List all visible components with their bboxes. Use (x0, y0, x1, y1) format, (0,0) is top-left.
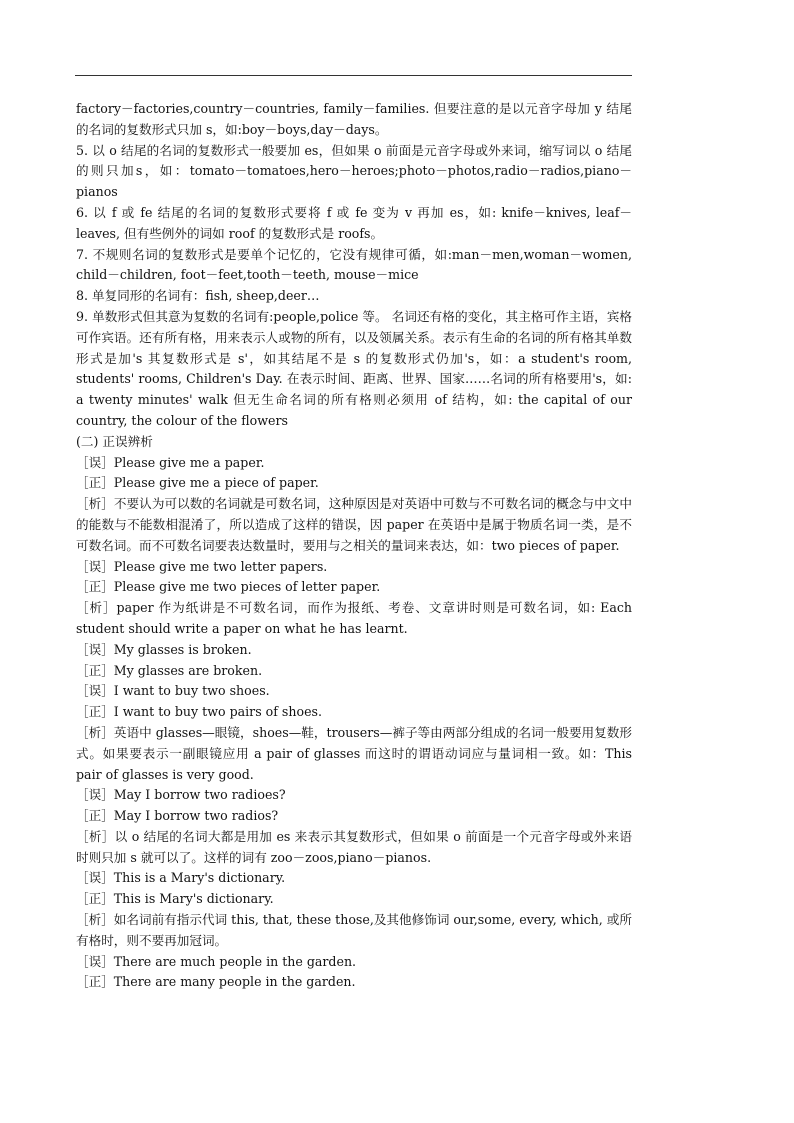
correct-example: ［正］This is Mary's dictionary. (76, 891, 274, 907)
paragraph-rule-8: 8. 单复同形的名词有：fish, sheep,deer… (76, 288, 320, 304)
wrong-example: ［误］Please give me a paper. (76, 454, 265, 470)
paragraph-rule-7: 7. 不规则名词的复数形式是要单个记忆的，它没有规律可循，如:man－men,woman－women, child－children, foot－feet,tooth－teeth, mouse－mice (76, 246, 632, 283)
section-heading: (二) 正误辨析 (76, 433, 153, 449)
paragraph-rule-9: 9. 单数形式但其意为复数的名词有:people,police 等。 名词还有格的变化，其主格可作主语，宾格可作宾语。还有所有格，用来表示人或物的所有，以及领属关系。表示有生命的名词的所有格其单数形式是加's 其复数形式是 s'，如其结尾不是 s 的复数形式仍加's，如：a student's room, students' rooms, Children's Day. 在表示时间、距离、世界、国家……名词的所有格要用's，如: a twenty minutes' walk 但无生命名词的所有格则必须用 of 结构，如: the capital of our country, the colour of the flowers (76, 308, 632, 428)
paragraph-plural-y: factory－factories,country－countries, family－families. 但要注意的是以元音字母加 y 结尾的名词的复数形式只加 s，如:boy－boys,day－days。 (76, 101, 632, 137)
wrong-example: ［误］Please give me two letter papers. (76, 558, 328, 574)
correct-example: ［正］There are many people in the garden. (76, 974, 356, 990)
analysis-paragraph: ［析］英语中 glasses—眼镜，shoes—鞋，trousers—裤子等由两部分组成的名词一般要用复数形式。如果要表示一副眼镜应用 a pair of glasses 而这时的谓语动词应与量词相一致。如：This pair of glasses is very good. (76, 724, 632, 782)
wrong-example: ［误］May I borrow two radioes? (76, 787, 286, 803)
analysis-paragraph: ［析］如名词前有指示代词 this, that, these those,及其他修饰词 our,some, every, which, 或所有格时，则不要再加冠词。 (76, 912, 632, 948)
wrong-example: ［误］This is a Mary's dictionary. (76, 870, 286, 886)
correct-example: ［正］May I borrow two radios? (76, 808, 279, 824)
paragraph-rule-6: 6. 以 f 或 fe 结尾的名词的复数形式要将 f 或 fe 变为 v 再加 es，如: knife－knives, leaf－leaves, 但有些例外的词如 roof 的复数形式是 roofs。 (76, 204, 632, 241)
paragraph-rule-5: 5. 以 o 结尾的名词的复数形式一般要加 es，但如果 o 前面是元音字母或外来词，缩写词以 o 结尾的则只加s，如：tomato－tomatoes,hero－heroes;photo－photos,radio－radios,piano－pianos (76, 142, 632, 200)
analysis-paragraph: ［析］paper 作为纸讲是不可数名词，而作为报纸、考卷、文章讲时则是可数名词，如: Each student should write a paper on what he has learnt. (76, 600, 632, 636)
wrong-example: ［误］My glasses is broken. (76, 641, 252, 657)
correct-example: ［正］I want to buy two pairs of shoes. (76, 704, 322, 720)
wrong-example: ［误］I want to buy two shoes. (76, 683, 270, 699)
correct-example: ［正］My glasses are broken. (76, 662, 263, 678)
analysis-paragraph: ［析］以 o 结尾的名词大都是用加 es 来表示其复数形式，但如果 o 前面是一个元音字母或外来语时则只加 s 就可以了。这样的词有 zoo－zoos,piano－pianos. (76, 828, 632, 865)
correct-example: ［正］Please give me two pieces of letter paper. (76, 579, 381, 595)
correct-example: ［正］Please give me a piece of paper. (76, 475, 319, 491)
analysis-paragraph: ［析］不要认为可以数的名词就是可数名词，这种原因是对英语中可数与不可数名词的概念与中文中的能数与不能数相混淆了，所以造成了这样的错误，因 paper 在英语中是属于物质名词一类，是不可数名词。而不可数名词要表达数量时，要用与之相关的量词来表达，如：two pieces of paper. (76, 496, 632, 553)
wrong-example: ［误］There are much people in the garden. (76, 953, 357, 969)
header-rule (75, 75, 632, 76)
document-body (76, 99, 632, 993)
